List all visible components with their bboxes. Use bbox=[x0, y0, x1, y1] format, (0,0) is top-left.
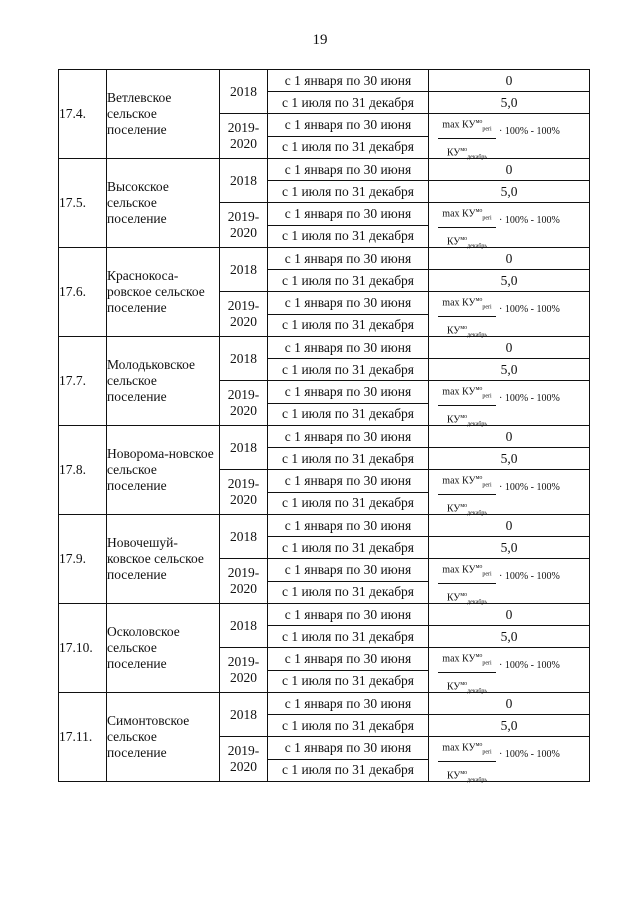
formula bbox=[429, 292, 589, 339]
settlement-name: Краснокоса-ровское сельское поселение bbox=[107, 248, 220, 337]
formula-tail: · 100% - 100% bbox=[499, 393, 560, 404]
settlement-name: Осколовское сельское поселение bbox=[107, 604, 220, 693]
formula-cell bbox=[429, 292, 590, 337]
period-cell: с 1 июля по 31 декабря bbox=[268, 403, 429, 426]
period-cell: с 1 июля по 31 декабря bbox=[268, 359, 429, 381]
formula-cell bbox=[429, 470, 590, 515]
formula-denominator-text: КУ bbox=[446, 770, 461, 782]
formula-numerator-text: max КУ bbox=[442, 119, 476, 131]
formula-numerator bbox=[438, 651, 496, 673]
formula-numerator bbox=[438, 206, 496, 228]
formula bbox=[429, 470, 589, 517]
value-cell: 0 bbox=[429, 693, 590, 715]
year-cell: 2018 bbox=[220, 426, 268, 470]
formula-numerator-sub: peri bbox=[482, 215, 492, 222]
formula-denominator-sub: декабрь bbox=[467, 332, 488, 339]
value-cell: 0 bbox=[429, 70, 590, 92]
year-cell: 2018 bbox=[220, 515, 268, 559]
year-cell: 2019-2020 bbox=[220, 114, 268, 159]
formula-denominator-sub: декабрь bbox=[467, 421, 488, 428]
formula-numerator-text: max КУ bbox=[442, 386, 476, 398]
value-cell: 5,0 bbox=[429, 537, 590, 559]
formula-numerator-text: max КУ bbox=[442, 653, 476, 665]
row-number: 17.7. bbox=[59, 337, 107, 426]
year-cell: 2018 bbox=[220, 159, 268, 203]
period-cell: с 1 июля по 31 декабря bbox=[268, 270, 429, 292]
row-number: 17.5. bbox=[59, 159, 107, 248]
formula bbox=[429, 648, 589, 695]
value-cell: 0 bbox=[429, 515, 590, 537]
formula-denominator bbox=[438, 584, 496, 608]
period-cell: с 1 июля по 31 декабря bbox=[268, 92, 429, 114]
formula-numerator-sup: мо bbox=[475, 742, 483, 748]
formula-cell bbox=[429, 203, 590, 248]
formula-cell bbox=[429, 559, 590, 604]
formula-numerator-sub: peri bbox=[482, 393, 492, 400]
year-cell: 2019-2020 bbox=[220, 203, 268, 248]
value-cell: 5,0 bbox=[429, 359, 590, 381]
page-number: 19 bbox=[312, 32, 328, 48]
formula-tail: · 100% - 100% bbox=[499, 126, 560, 137]
formula-denominator-text: КУ bbox=[446, 592, 461, 604]
formula-denominator-sub: декабрь bbox=[467, 688, 488, 695]
formula-numerator bbox=[438, 295, 496, 317]
formula-denominator bbox=[438, 228, 496, 252]
period-cell: с 1 января по 30 июня bbox=[268, 470, 429, 493]
formula-tail: · 100% - 100% bbox=[499, 482, 560, 493]
formula-denominator-text: КУ bbox=[446, 681, 461, 693]
table-row bbox=[59, 70, 590, 92]
formula-denominator-sub: декабрь bbox=[467, 777, 488, 784]
formula-denominator-text: КУ bbox=[446, 147, 461, 159]
period-cell: с 1 июля по 31 декабря bbox=[268, 492, 429, 515]
formula-denominator-sup: мо bbox=[460, 503, 468, 510]
formula-tail: · 100% - 100% bbox=[499, 215, 560, 226]
formula-cell bbox=[429, 114, 590, 159]
settlement-name: Симонтовское сельское поселение bbox=[107, 693, 220, 782]
formula-tail: · 100% - 100% bbox=[499, 571, 560, 582]
period-cell: с 1 января по 30 июня bbox=[268, 515, 429, 537]
formula-denominator-sup: мо bbox=[460, 592, 468, 599]
period-cell: с 1 января по 30 июня bbox=[268, 693, 429, 715]
formula-fraction bbox=[438, 117, 496, 164]
year-cell: 2019-2020 bbox=[220, 559, 268, 604]
year-cell: 2019-2020 bbox=[220, 470, 268, 515]
formula-numerator bbox=[438, 562, 496, 584]
formula-cell bbox=[429, 648, 590, 693]
formula-fraction bbox=[438, 295, 496, 342]
formula-numerator-sup: мо bbox=[475, 653, 483, 659]
value-cell: 5,0 bbox=[429, 181, 590, 203]
table-row bbox=[59, 337, 590, 359]
formula-cell bbox=[429, 381, 590, 426]
formula-denominator-sup: мо bbox=[460, 414, 468, 421]
table-row bbox=[59, 426, 590, 448]
value-cell: 0 bbox=[429, 337, 590, 359]
formula-fraction bbox=[438, 206, 496, 253]
formula-tail: · 100% - 100% bbox=[499, 304, 560, 315]
formula-numerator-text: max КУ bbox=[442, 564, 476, 576]
table-row bbox=[59, 515, 590, 537]
formula-denominator bbox=[438, 762, 496, 786]
period-cell: с 1 июля по 31 декабря bbox=[268, 314, 429, 337]
tariff-table bbox=[58, 69, 590, 782]
period-cell: с 1 июля по 31 декабря bbox=[268, 581, 429, 604]
formula-denominator-sub: декабрь bbox=[467, 599, 488, 606]
formula-fraction bbox=[438, 651, 496, 698]
value-cell: 0 bbox=[429, 159, 590, 181]
year-cell: 2019-2020 bbox=[220, 737, 268, 782]
formula bbox=[429, 203, 589, 250]
value-cell: 5,0 bbox=[429, 448, 590, 470]
formula-denominator bbox=[438, 673, 496, 697]
formula-numerator-sub: peri bbox=[482, 304, 492, 311]
period-cell: с 1 января по 30 июня bbox=[268, 648, 429, 671]
formula bbox=[429, 737, 589, 784]
formula-numerator-text: max КУ bbox=[442, 297, 476, 309]
formula-denominator bbox=[438, 317, 496, 341]
year-cell: 2018 bbox=[220, 337, 268, 381]
settlement-name: Ветлевское сельское поселение bbox=[107, 70, 220, 159]
formula-denominator bbox=[438, 495, 496, 519]
formula bbox=[429, 381, 589, 428]
formula-denominator-text: КУ bbox=[446, 503, 461, 515]
period-cell: с 1 июля по 31 декабря bbox=[268, 448, 429, 470]
period-cell: с 1 июля по 31 декабря bbox=[268, 670, 429, 693]
period-cell: с 1 января по 30 июня bbox=[268, 292, 429, 315]
period-cell: с 1 июля по 31 декабря bbox=[268, 136, 429, 159]
formula-tail: · 100% - 100% bbox=[499, 660, 560, 671]
settlement-name: Высокское сельское поселение bbox=[107, 159, 220, 248]
period-cell: с 1 января по 30 июня bbox=[268, 114, 429, 137]
formula bbox=[429, 559, 589, 606]
formula-denominator-sub: декабрь bbox=[467, 154, 488, 161]
formula-fraction bbox=[438, 740, 496, 787]
formula-denominator-sub: декабрь bbox=[467, 510, 488, 517]
formula-numerator-sub: peri bbox=[482, 482, 492, 489]
formula-denominator-text: КУ bbox=[446, 325, 461, 337]
period-cell: с 1 января по 30 июня bbox=[268, 559, 429, 582]
formula-denominator-sup: мо bbox=[460, 147, 468, 154]
period-cell: с 1 июля по 31 декабря bbox=[268, 537, 429, 559]
period-cell: с 1 января по 30 июня bbox=[268, 159, 429, 181]
formula-numerator-sup: мо bbox=[475, 119, 483, 125]
year-cell: 2018 bbox=[220, 248, 268, 292]
period-cell: с 1 января по 30 июня bbox=[268, 248, 429, 270]
period-cell: с 1 января по 30 июня bbox=[268, 381, 429, 404]
formula-numerator-sup: мо bbox=[475, 208, 483, 214]
period-cell: с 1 января по 30 июня bbox=[268, 604, 429, 626]
formula-cell bbox=[429, 737, 590, 782]
row-number: 17.8. bbox=[59, 426, 107, 515]
period-cell: с 1 января по 30 июня bbox=[268, 337, 429, 359]
table-row bbox=[59, 159, 590, 181]
value-cell: 5,0 bbox=[429, 92, 590, 114]
formula-denominator-text: КУ bbox=[446, 414, 461, 426]
period-cell: с 1 января по 30 июня bbox=[268, 426, 429, 448]
value-cell: 0 bbox=[429, 604, 590, 626]
formula-denominator-sup: мо bbox=[460, 770, 468, 777]
table-row bbox=[59, 604, 590, 626]
value-cell: 5,0 bbox=[429, 626, 590, 648]
formula-denominator-text: КУ bbox=[446, 236, 461, 248]
year-cell: 2018 bbox=[220, 693, 268, 737]
formula-numerator-text: max КУ bbox=[442, 475, 476, 487]
formula-numerator-sup: мо bbox=[475, 475, 483, 481]
formula-numerator-sup: мо bbox=[475, 564, 483, 570]
formula-numerator bbox=[438, 384, 496, 406]
formula-denominator bbox=[438, 139, 496, 163]
formula-numerator-sub: peri bbox=[482, 749, 492, 756]
formula-denominator-sup: мо bbox=[460, 236, 468, 243]
row-number: 17.4. bbox=[59, 70, 107, 159]
formula-numerator bbox=[438, 117, 496, 139]
period-cell: с 1 января по 30 июня bbox=[268, 737, 429, 760]
period-cell: с 1 января по 30 июня bbox=[268, 203, 429, 226]
table-body bbox=[59, 70, 590, 782]
period-cell: с 1 июля по 31 декабря bbox=[268, 715, 429, 737]
formula-numerator-sup: мо bbox=[475, 297, 483, 303]
period-cell: с 1 июля по 31 декабря bbox=[268, 626, 429, 648]
row-number: 17.11. bbox=[59, 693, 107, 782]
settlement-name: Новорома-новское сельское поселение bbox=[107, 426, 220, 515]
formula-fraction bbox=[438, 473, 496, 520]
year-cell: 2018 bbox=[220, 604, 268, 648]
formula-numerator bbox=[438, 473, 496, 495]
formula-numerator-sub: peri bbox=[482, 126, 492, 133]
formula-denominator bbox=[438, 406, 496, 430]
formula-fraction bbox=[438, 562, 496, 609]
table-row bbox=[59, 693, 590, 715]
settlement-name: Молодьковское сельское поселение bbox=[107, 337, 220, 426]
settlement-name: Новочешуй-ковское сельское поселение bbox=[107, 515, 220, 604]
formula-numerator bbox=[438, 740, 496, 762]
value-cell: 0 bbox=[429, 248, 590, 270]
value-cell: 0 bbox=[429, 426, 590, 448]
formula bbox=[429, 114, 589, 161]
row-number: 17.10. bbox=[59, 604, 107, 693]
formula-denominator-sup: мо bbox=[460, 681, 468, 688]
year-cell: 2018 bbox=[220, 70, 268, 114]
table-row bbox=[59, 248, 590, 270]
formula-numerator-sub: peri bbox=[482, 571, 492, 578]
period-cell: с 1 июля по 31 декабря bbox=[268, 225, 429, 248]
formula-numerator-text: max КУ bbox=[442, 742, 476, 754]
year-cell: 2019-2020 bbox=[220, 648, 268, 693]
row-number: 17.6. bbox=[59, 248, 107, 337]
period-cell: с 1 июля по 31 декабря bbox=[268, 759, 429, 782]
formula-fraction bbox=[438, 384, 496, 431]
row-number: 17.9. bbox=[59, 515, 107, 604]
formula-numerator-sup: мо bbox=[475, 386, 483, 392]
formula-denominator-sup: мо bbox=[460, 325, 468, 332]
formula-numerator-sub: peri bbox=[482, 660, 492, 667]
formula-numerator-text: max КУ bbox=[442, 208, 476, 220]
year-cell: 2019-2020 bbox=[220, 381, 268, 426]
period-cell: с 1 января по 30 июня bbox=[268, 70, 429, 92]
formula-tail: · 100% - 100% bbox=[499, 749, 560, 760]
year-cell: 2019-2020 bbox=[220, 292, 268, 337]
value-cell: 5,0 bbox=[429, 270, 590, 292]
value-cell: 5,0 bbox=[429, 715, 590, 737]
period-cell: с 1 июля по 31 декабря bbox=[268, 181, 429, 203]
formula-denominator-sub: декабрь bbox=[467, 243, 488, 250]
